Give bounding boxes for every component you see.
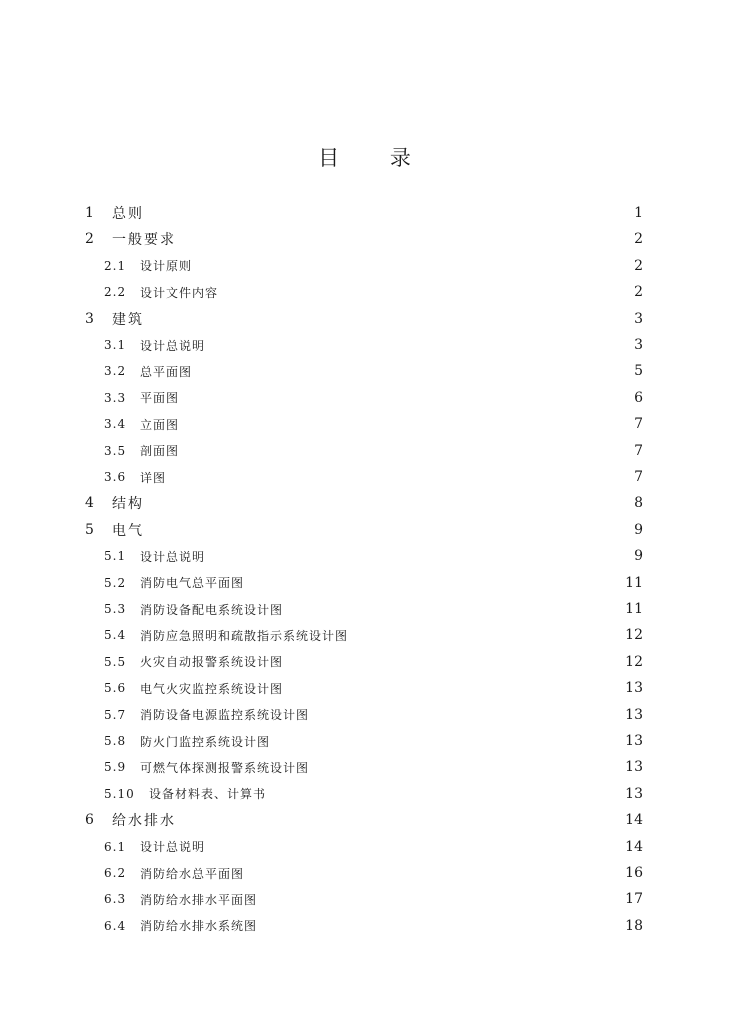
toc-entry[interactable] (85, 519, 643, 541)
toc-entry-title: 平面图 (140, 391, 180, 406)
toc-entry[interactable] (85, 308, 643, 330)
dot-leader (211, 836, 619, 858)
toc-entry-page-number: 7 (634, 416, 643, 433)
toc-entry-number: 5.10 (104, 786, 135, 801)
toc-entry-title: 消防给水排水系统图 (140, 919, 258, 934)
toc-entry-page-number: 1 (634, 205, 643, 221)
toc-entry-page-number: 13 (625, 680, 643, 697)
toc-entry-title: 给水排水 (112, 813, 176, 830)
dot-leader (185, 440, 628, 462)
dot-leader (250, 572, 619, 594)
dot-leader (272, 783, 619, 805)
toc-entry-number: 6.2 (104, 866, 127, 880)
toc-entry[interactable] (104, 836, 643, 858)
toc-entry-number: 5 (85, 521, 94, 538)
toc-entry[interactable] (104, 360, 643, 382)
dot-leader (172, 466, 628, 488)
dot-leader (276, 730, 619, 752)
dot-leader (182, 809, 619, 831)
toc-entry[interactable] (104, 677, 643, 699)
dot-leader (263, 888, 619, 910)
toc-entry-number: 6.3 (104, 892, 127, 907)
toc-entry-number: 6.4 (104, 918, 127, 933)
toc-entry-title: 消防设备配电系统设计图 (140, 602, 284, 617)
toc-entry-number: 4 (85, 495, 94, 512)
toc-entry-page-number: 3 (634, 310, 643, 327)
toc-entry-title: 设计总说明 (140, 549, 206, 564)
toc-entry-title: 结构 (112, 496, 144, 513)
toc-entry-title: 消防电气总平面图 (140, 576, 245, 591)
toc-entry-number: 5.9 (104, 760, 127, 775)
toc-entry-page-number: 17 (625, 891, 643, 908)
toc-entry-page-number: 2 (634, 284, 643, 301)
toc-entry-page-number: 14 (625, 812, 643, 829)
toc-entry-number: 6 (85, 812, 94, 829)
toc-entry-page-number: 13 (625, 733, 643, 749)
toc-entry-page-number: 2 (634, 231, 643, 248)
toc-entry-page-number: 18 (625, 917, 643, 934)
page-title: 目 录 (318, 146, 433, 170)
toc-entry-number: 2.1 (104, 258, 127, 273)
dot-leader (185, 413, 628, 435)
toc-entry-number: 5.1 (104, 549, 127, 564)
toc-entry[interactable] (104, 334, 643, 356)
toc-entry-number: 1 (85, 205, 94, 221)
dot-leader (150, 519, 628, 541)
toc-entry-title: 火灾自动报警系统设计图 (140, 655, 284, 670)
toc-entry-title: 设备材料表、计算书 (149, 787, 267, 802)
toc-entry-number: 5.5 (104, 654, 127, 669)
toc-entry-title: 设计文件内容 (140, 285, 219, 300)
toc-entry-title: 消防应急照明和疏散指示系统设计图 (140, 628, 349, 643)
toc-entry[interactable] (104, 466, 643, 488)
toc-entry[interactable] (104, 783, 643, 805)
dot-leader (315, 756, 619, 778)
toc-entry-page-number: 5 (634, 363, 643, 380)
toc-entry-page-number: 14 (625, 838, 643, 855)
dot-leader (289, 651, 619, 673)
toc-entry[interactable] (104, 756, 643, 778)
toc-entry[interactable] (104, 730, 643, 752)
toc-entry-page-number: 12 (625, 627, 643, 644)
toc-entry[interactable] (104, 598, 643, 620)
toc-entry[interactable] (104, 255, 643, 277)
toc-entry-title: 总平面图 (140, 364, 193, 379)
dot-leader (224, 281, 628, 303)
toc-entry-number: 3.2 (104, 364, 127, 379)
dot-leader (315, 704, 619, 726)
dot-leader (150, 202, 628, 224)
toc-entry-title: 消防给水排水平面图 (140, 892, 258, 907)
toc-entry-title: 立面图 (140, 417, 180, 432)
toc-entry-number: 3.6 (104, 470, 127, 484)
toc-entry-page-number: 13 (625, 759, 643, 776)
toc-entry-title: 设计总说明 (140, 840, 206, 855)
toc-entry-number: 2.2 (104, 285, 127, 300)
dot-leader (198, 255, 628, 277)
toc-entry-number: 3.3 (104, 390, 127, 405)
toc-entry[interactable] (104, 624, 643, 646)
toc-entry-page-number: 7 (634, 469, 643, 485)
toc-entry-number: 6.1 (104, 839, 127, 854)
toc-entry-number: 5.6 (104, 681, 127, 696)
toc-entry-number: 5.4 (104, 628, 127, 643)
toc-entry-page-number: 6 (634, 389, 643, 406)
dot-leader (250, 862, 619, 884)
toc-entry-page-number: 2 (634, 257, 643, 274)
toc-entry-page-number: 13 (625, 785, 643, 802)
dot-leader (185, 387, 628, 409)
dot-leader (211, 545, 628, 567)
dot-leader (211, 334, 628, 356)
toc-entry[interactable] (104, 440, 643, 462)
toc-entry-page-number: 3 (634, 337, 643, 353)
toc-entry-title: 设计原则 (140, 259, 193, 274)
toc-entry-number: 3.5 (104, 443, 127, 458)
toc-entry[interactable] (85, 202, 643, 224)
toc-entry[interactable] (104, 651, 643, 673)
toc-entry-title: 电气 (112, 522, 144, 539)
toc-entry[interactable] (104, 915, 643, 937)
toc-entry[interactable] (104, 862, 643, 884)
toc-entry-page-number: 11 (625, 574, 643, 591)
dot-leader (263, 915, 619, 937)
toc-entry-number: 3.1 (104, 338, 127, 352)
toc-entry-number: 5.7 (104, 707, 127, 722)
toc-entry-title: 设计总说明 (140, 338, 206, 353)
toc-entry-title: 一般要求 (112, 232, 176, 249)
toc-entry[interactable] (104, 281, 643, 303)
toc-entry[interactable] (104, 572, 643, 594)
toc-entry[interactable] (104, 704, 643, 726)
dot-leader (198, 360, 628, 382)
toc-entry-title: 可燃气体探测报警系统设计图 (140, 760, 310, 775)
dot-leader (182, 228, 628, 250)
dot-leader (289, 598, 619, 620)
toc-entry[interactable] (104, 387, 643, 409)
toc-entry-title: 电气火灾监控系统设计图 (140, 681, 284, 696)
toc-entry-page-number: 11 (625, 601, 643, 617)
toc-entry-title: 消防给水总平面图 (140, 866, 245, 881)
toc-entry[interactable] (85, 492, 643, 514)
dot-leader (150, 308, 628, 330)
dot-leader (289, 677, 619, 699)
toc-entry[interactable] (85, 809, 643, 831)
toc-entry-title: 建筑 (112, 311, 144, 328)
toc-entry-page-number: 8 (634, 495, 643, 512)
toc-entry-page-number: 13 (625, 706, 643, 723)
dot-leader (150, 492, 628, 514)
dot-leader (354, 624, 619, 646)
toc-entry-title: 详图 (140, 470, 167, 485)
toc-entry-number: 5.3 (104, 602, 127, 616)
toc-entry-title: 防火门监控系统设计图 (140, 734, 271, 749)
toc-entry-page-number: 9 (634, 521, 643, 538)
toc-entry[interactable] (104, 888, 643, 910)
toc-entry-number: 3.4 (104, 417, 127, 432)
toc-entry-title: 总则 (112, 206, 144, 222)
toc-entry-page-number: 7 (634, 442, 643, 459)
toc-entry-number: 3 (85, 310, 94, 327)
toc-entry[interactable] (104, 413, 643, 435)
toc-entry[interactable] (85, 228, 643, 250)
toc-entry-page-number: 16 (625, 865, 643, 881)
toc-entry-number: 5.2 (104, 575, 127, 590)
toc-entry-page-number: 9 (634, 548, 643, 565)
toc-entry-title: 消防设备电源监控系统设计图 (140, 708, 310, 723)
toc-entry-page-number: 12 (625, 653, 643, 670)
toc-entry-number: 2 (85, 231, 94, 248)
toc-entry[interactable] (104, 545, 643, 567)
toc-entry-number: 5.8 (104, 734, 127, 748)
toc-entry-title: 剖面图 (140, 444, 180, 459)
